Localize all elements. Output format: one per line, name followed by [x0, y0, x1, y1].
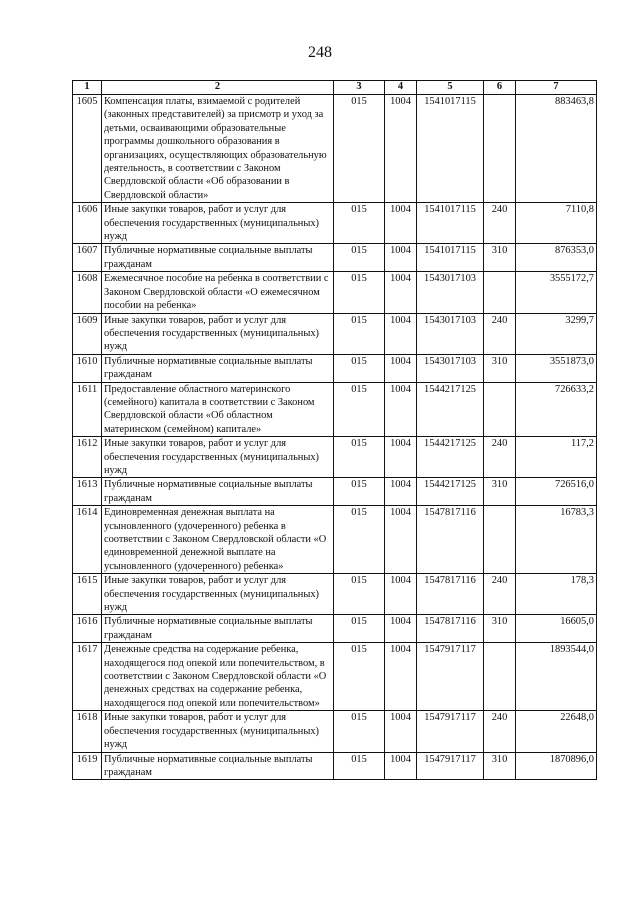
section-code: 1004 — [385, 203, 417, 244]
target-code: 1543017103 — [417, 313, 484, 354]
amount: 22648,0 — [516, 711, 597, 752]
expense-name: Публичные нормативные социальные выплаты гражданам — [102, 752, 334, 780]
table-row — [73, 244, 597, 272]
header-cell: 2 — [102, 81, 334, 95]
amount: 1893544,0 — [516, 643, 597, 711]
target-code: 1544217125 — [417, 478, 484, 506]
ministry-code: 015 — [334, 643, 385, 711]
row-number: 1615 — [73, 574, 102, 615]
expense-name: Предоставление областного материнского (семейного) капитала в соответствии с Законом Свердловской области «Об областном материнском (семейном) капитале» — [102, 382, 334, 437]
section-code: 1004 — [385, 752, 417, 780]
section-code: 1004 — [385, 643, 417, 711]
table-row — [73, 615, 597, 643]
row-number: 1608 — [73, 272, 102, 313]
ministry-code: 015 — [334, 506, 385, 574]
expense-name: Публичные нормативные социальные выплаты гражданам — [102, 478, 334, 506]
target-code: 1547817116 — [417, 615, 484, 643]
expense-name: Компенсация платы, взимаемой с родителей (законных представителей) за присмотр и уход за детьми, осваивающими образовательные программы дошкольного образования в организациях, осуществляющих образовательную деятельность, в соответствии с Законом Свердловской области «Об образовании в Свердловской области» — [102, 95, 334, 203]
header-cell: 5 — [417, 81, 484, 95]
ministry-code: 015 — [334, 752, 385, 780]
row-number: 1619 — [73, 752, 102, 780]
target-code: 1541017115 — [417, 203, 484, 244]
row-number: 1610 — [73, 354, 102, 382]
ministry-code: 015 — [334, 313, 385, 354]
table-row — [73, 272, 597, 313]
table-row — [73, 354, 597, 382]
row-number: 1618 — [73, 711, 102, 752]
section-code: 1004 — [385, 354, 417, 382]
section-code: 1004 — [385, 313, 417, 354]
expense-type-code — [484, 272, 516, 313]
section-code: 1004 — [385, 382, 417, 437]
table-row — [73, 711, 597, 752]
ministry-code: 015 — [334, 354, 385, 382]
target-code: 1543017103 — [417, 354, 484, 382]
ministry-code: 015 — [334, 478, 385, 506]
header-cell: 7 — [516, 81, 597, 95]
expense-name: Денежные средства на содержание ребенка, находящегося под опекой или попечительством, в соответствии с Законом Свердловской области «О денежных средствах на содержание ребенка, находящегося под опекой или попечительством» — [102, 643, 334, 711]
section-code: 1004 — [385, 574, 417, 615]
target-code: 1547917117 — [417, 711, 484, 752]
header-cell: 4 — [385, 81, 417, 95]
ministry-code: 015 — [334, 382, 385, 437]
target-code: 1547917117 — [417, 752, 484, 780]
section-code: 1004 — [385, 478, 417, 506]
row-number: 1607 — [73, 244, 102, 272]
section-code: 1004 — [385, 506, 417, 574]
expense-name: Иные закупки товаров, работ и услуг для обеспечения государственных (муниципальных) нужд — [102, 437, 334, 478]
expense-type-code: 310 — [484, 615, 516, 643]
table-row — [73, 752, 597, 780]
amount: 16783,3 — [516, 506, 597, 574]
row-number: 1613 — [73, 478, 102, 506]
table-row — [73, 506, 597, 574]
amount: 1870896,0 — [516, 752, 597, 780]
expense-name: Публичные нормативные социальные выплаты гражданам — [102, 615, 334, 643]
table-row — [73, 95, 597, 203]
expense-type-code: 310 — [484, 752, 516, 780]
expense-name: Иные закупки товаров, работ и услуг для обеспечения государственных (муниципальных) нужд — [102, 313, 334, 354]
expense-name: Публичные нормативные социальные выплаты гражданам — [102, 244, 334, 272]
table-row — [73, 574, 597, 615]
amount: 3299,7 — [516, 313, 597, 354]
expense-type-code — [484, 95, 516, 203]
amount: 3551873,0 — [516, 354, 597, 382]
target-code: 1547817116 — [417, 574, 484, 615]
table-row — [73, 313, 597, 354]
expense-type-code: 310 — [484, 244, 516, 272]
expense-type-code: 240 — [484, 711, 516, 752]
row-number: 1614 — [73, 506, 102, 574]
target-code: 1541017115 — [417, 95, 484, 203]
ministry-code: 015 — [334, 272, 385, 313]
table-row — [73, 478, 597, 506]
expense-type-code: 240 — [484, 313, 516, 354]
amount: 7110,8 — [516, 203, 597, 244]
target-code: 1544217125 — [417, 437, 484, 478]
table-row — [73, 382, 597, 437]
header-cell: 1 — [73, 81, 102, 95]
expense-type-code — [484, 506, 516, 574]
row-number: 1611 — [73, 382, 102, 437]
expense-type-code: 240 — [484, 574, 516, 615]
table-row — [73, 643, 597, 711]
row-number: 1616 — [73, 615, 102, 643]
section-code: 1004 — [385, 272, 417, 313]
amount: 117,2 — [516, 437, 597, 478]
header-cell: 6 — [484, 81, 516, 95]
ministry-code: 015 — [334, 437, 385, 478]
expense-type-code: 240 — [484, 203, 516, 244]
section-code: 1004 — [385, 615, 417, 643]
amount: 726516,0 — [516, 478, 597, 506]
amount: 3555172,7 — [516, 272, 597, 313]
table-body — [73, 95, 597, 780]
budget-table — [72, 80, 597, 780]
ministry-code: 015 — [334, 711, 385, 752]
amount: 883463,8 — [516, 95, 597, 203]
target-code: 1544217125 — [417, 382, 484, 437]
ministry-code: 015 — [334, 244, 385, 272]
amount: 726633,2 — [516, 382, 597, 437]
page-number: 248 — [308, 44, 332, 61]
expense-name: Иные закупки товаров, работ и услуг для обеспечения государственных (муниципальных) нужд — [102, 203, 334, 244]
target-code: 1543017103 — [417, 272, 484, 313]
section-code: 1004 — [385, 437, 417, 478]
table-row — [73, 437, 597, 478]
amount: 178,3 — [516, 574, 597, 615]
expense-type-code: 310 — [484, 354, 516, 382]
expense-name: Ежемесячное пособие на ребенка в соответствии с Законом Свердловской области «О ежемесячном пособии на ребенка» — [102, 272, 334, 313]
section-code: 1004 — [385, 711, 417, 752]
expense-type-code: 310 — [484, 478, 516, 506]
expense-type-code: 240 — [484, 437, 516, 478]
target-code: 1547917117 — [417, 643, 484, 711]
ministry-code: 015 — [334, 203, 385, 244]
row-number: 1612 — [73, 437, 102, 478]
ministry-code: 015 — [334, 95, 385, 203]
section-code: 1004 — [385, 95, 417, 203]
table-header-row — [73, 81, 597, 95]
section-code: 1004 — [385, 244, 417, 272]
ministry-code: 015 — [334, 574, 385, 615]
table-row — [73, 203, 597, 244]
expense-name: Иные закупки товаров, работ и услуг для обеспечения государственных (муниципальных) нужд — [102, 711, 334, 752]
row-number: 1605 — [73, 95, 102, 203]
row-number: 1617 — [73, 643, 102, 711]
expense-type-code — [484, 643, 516, 711]
target-code: 1541017115 — [417, 244, 484, 272]
amount: 16605,0 — [516, 615, 597, 643]
header-cell: 3 — [334, 81, 385, 95]
expense-name: Иные закупки товаров, работ и услуг для обеспечения государственных (муниципальных) нужд — [102, 574, 334, 615]
row-number: 1609 — [73, 313, 102, 354]
ministry-code: 015 — [334, 615, 385, 643]
target-code: 1547817116 — [417, 506, 484, 574]
expense-name: Единовременная денежная выплата на усыновленного (удочеренного) ребенка в соответствии с Законом Свердловской области «О единовременной денежной выплате на усыновленного (удочеренного) ребенка» — [102, 506, 334, 574]
expense-type-code — [484, 382, 516, 437]
row-number: 1606 — [73, 203, 102, 244]
amount: 876353,0 — [516, 244, 597, 272]
expense-name: Публичные нормативные социальные выплаты гражданам — [102, 354, 334, 382]
